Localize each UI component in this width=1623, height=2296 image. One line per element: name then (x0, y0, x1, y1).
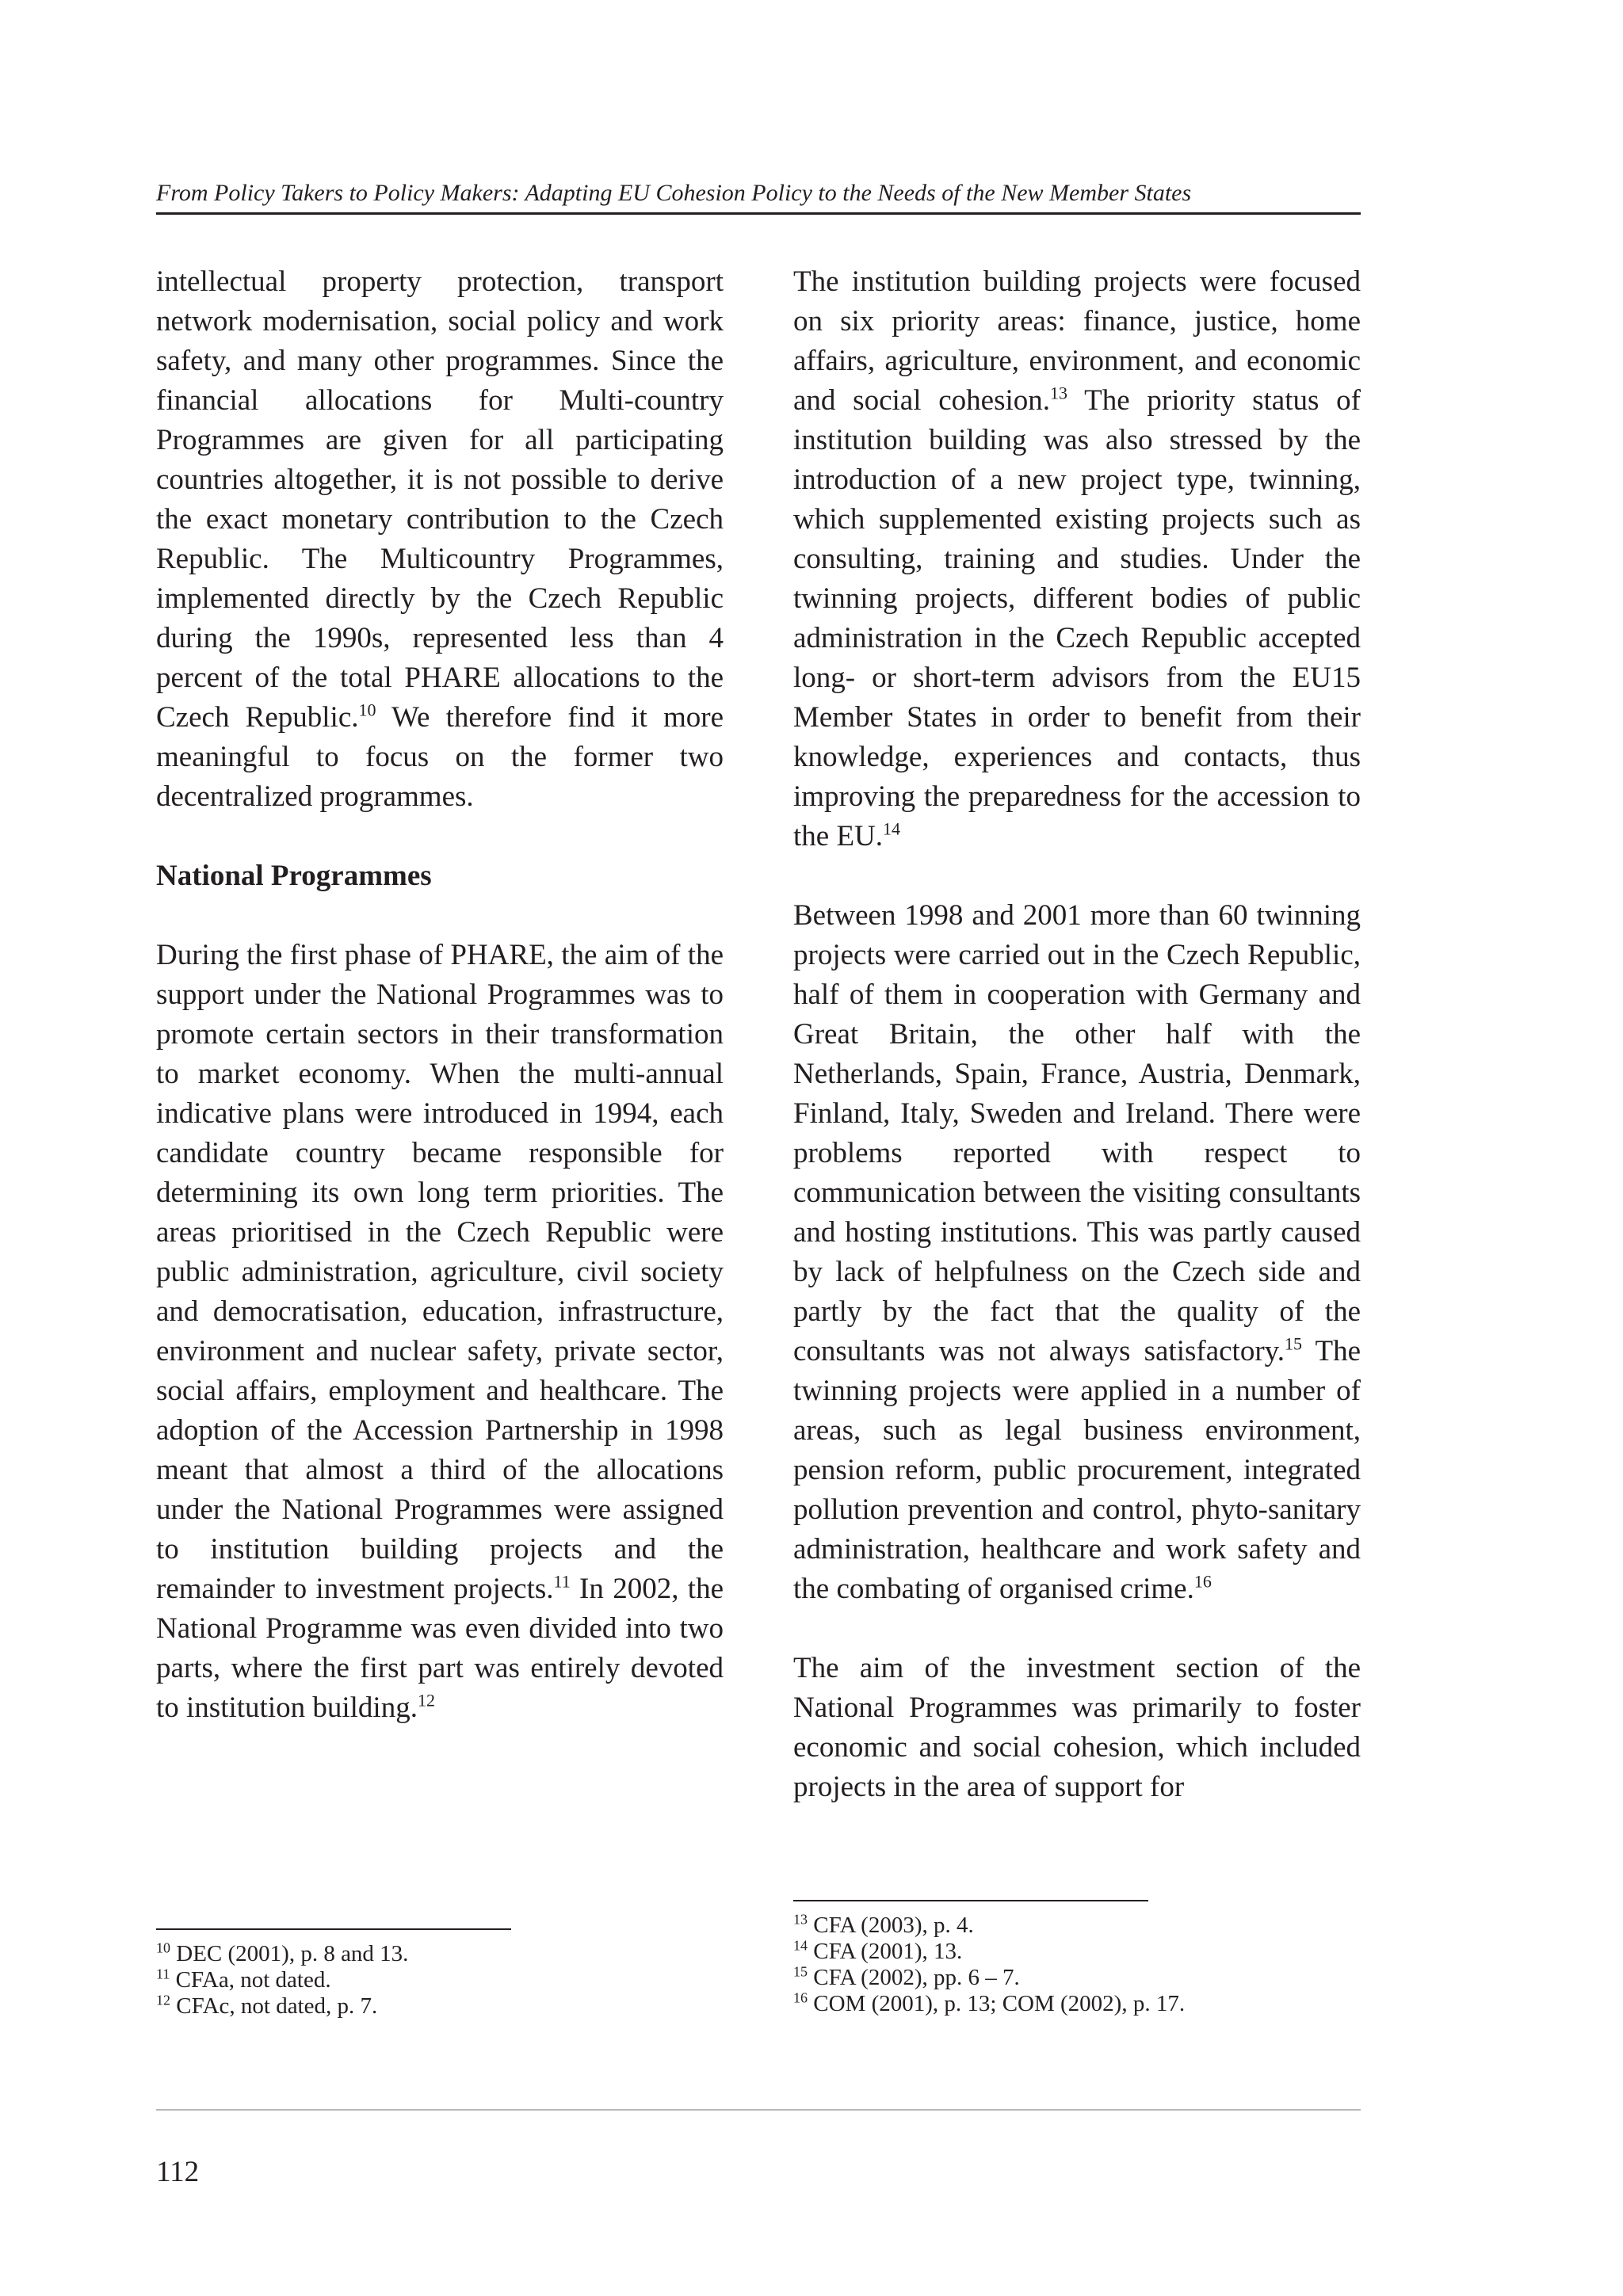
footnote-ref: 14 (883, 818, 901, 839)
footnote-ref: 15 (1285, 1333, 1302, 1354)
footer-rule (156, 2109, 1361, 2111)
footnote: $^{11}$ CFAa, not dated. (156, 1966, 331, 1993)
footnote-ref: 12 (417, 1690, 435, 1711)
body-paragraph: The aim of the investment section of the National Programmes was primarily to foster economic and social cohesion, which included projects in the area of support for (793, 1652, 1361, 1803)
footnote: $^{15}$ CFA (2002), pp. 6 – 7. (793, 1963, 1020, 1990)
footnote: $^{13}$ CFA (2003), p. 4. (793, 1911, 974, 1938)
footnote-ref: 11 (553, 1571, 571, 1592)
right-column (793, 262, 1361, 1847)
running-header: From Policy Takers to Policy Makers: Adapting EU Cohesion Policy to the Needs of the New Member States (156, 180, 1192, 206)
footnote: $^{16}$ COM (2001), p. 13; COM (2002), p. 17. (793, 1989, 1186, 2016)
header-rule (156, 212, 1361, 215)
left-column (156, 262, 724, 1768)
footnote: $^{14}$ CFA (2001), 13. (793, 1937, 963, 1964)
footnote-rule (793, 1900, 1148, 1901)
footnotes-left (156, 1928, 511, 2019)
footnote-ref: 10 (358, 700, 376, 720)
page-number: 112 (156, 2156, 200, 2188)
footnote: $^{10}$ DEC (2001), p. 8 and 13. (156, 1939, 409, 1966)
footnote-ref: 16 (1193, 1571, 1212, 1592)
body-paragraph: The institution building projects were focused on six priority areas: finance, justice, home affairs, agriculture, environment, and economic and social cohesion.$^{13}$ The priority status of institution building was also stressed by the introduction of a new project type, twinning, which supplemented existing projects such as consulting, training and studies. Under the twinning projects, different bodies of public administration in the Czech Republic accepted long- or short-term advisors from the EU15 Member States in order to benefit from their knowledge, experiences and contacts, thus improving the preparedness for the accession to the EU.$^{14}$ (793, 265, 1361, 852)
body-paragraph: intellectual property protection, transport network modernisation, social policy and work safety, and many other programmes. Since the financial allocations for Multi-country Programmes are given for all participating countries altogether, it is not possible to derive the exact monetary contribution to the Czech Republic. The Multicountry Programmes, implemented directly by the Czech Republic during the 1990s, represented less than 4 percent of the total PHARE allocations to the Czech Republic.$^{10}$ We therefore find it more meaningful to focus on the former two decentralized programmes. (156, 265, 724, 813)
section-heading: National Programmes (156, 860, 432, 892)
footnote: $^{12}$ CFAc, not dated, p. 7. (156, 1992, 378, 2019)
body-paragraph: During the first phase of PHARE, the aim of the support under the National Programmes was to promote certain sectors in their transformation to market economy. When the multi-annual indicative plans were introduced in 1994, each candidate country became responsible for determining its own long term priorities. The areas prioritised in the Czech Republic were public administration, agriculture, civil society and democratisation, education, infrastructure, environment and nuclear safety, private sector, social affairs, employment and healthcare. The adoption of the Accession Partnership in 1998 meant that almost a third of the allocations under the National Programmes were assigned to institution building projects and the remainder to investment projects.$^{11}$ In 2002, the National Programme was even divided into two parts, where the first part was entirely devoted to institution building.$^{12}$ (156, 939, 724, 1724)
footnotes-right (793, 1900, 1185, 2017)
footnote-ref: 13 (1050, 383, 1068, 403)
footnote-rule (156, 1928, 511, 1930)
body-paragraph: Between 1998 and 2001 more than 60 twinning projects were carried out in the Czech Republic, half of them in cooperation with Germany and Great Britain, the other half with the Netherlands, Spain, France, Austria, Denmark, Finland, Italy, Sweden and Ireland. There were problems reported with respect to communication between the visiting consultants and hosting institutions. This was partly caused by lack of helpfulness on the Czech side and partly by the fact that the quality of the consultants was not always satisfactory.$^{15}$ The twinning projects were applied in a number of areas, such as legal business environment, pension reform, public procurement, integrated pollution prevention and control, phyto-sanitary administration, healthcare and work safety and the combating of organised crime.$^{16}$ (793, 899, 1361, 1605)
